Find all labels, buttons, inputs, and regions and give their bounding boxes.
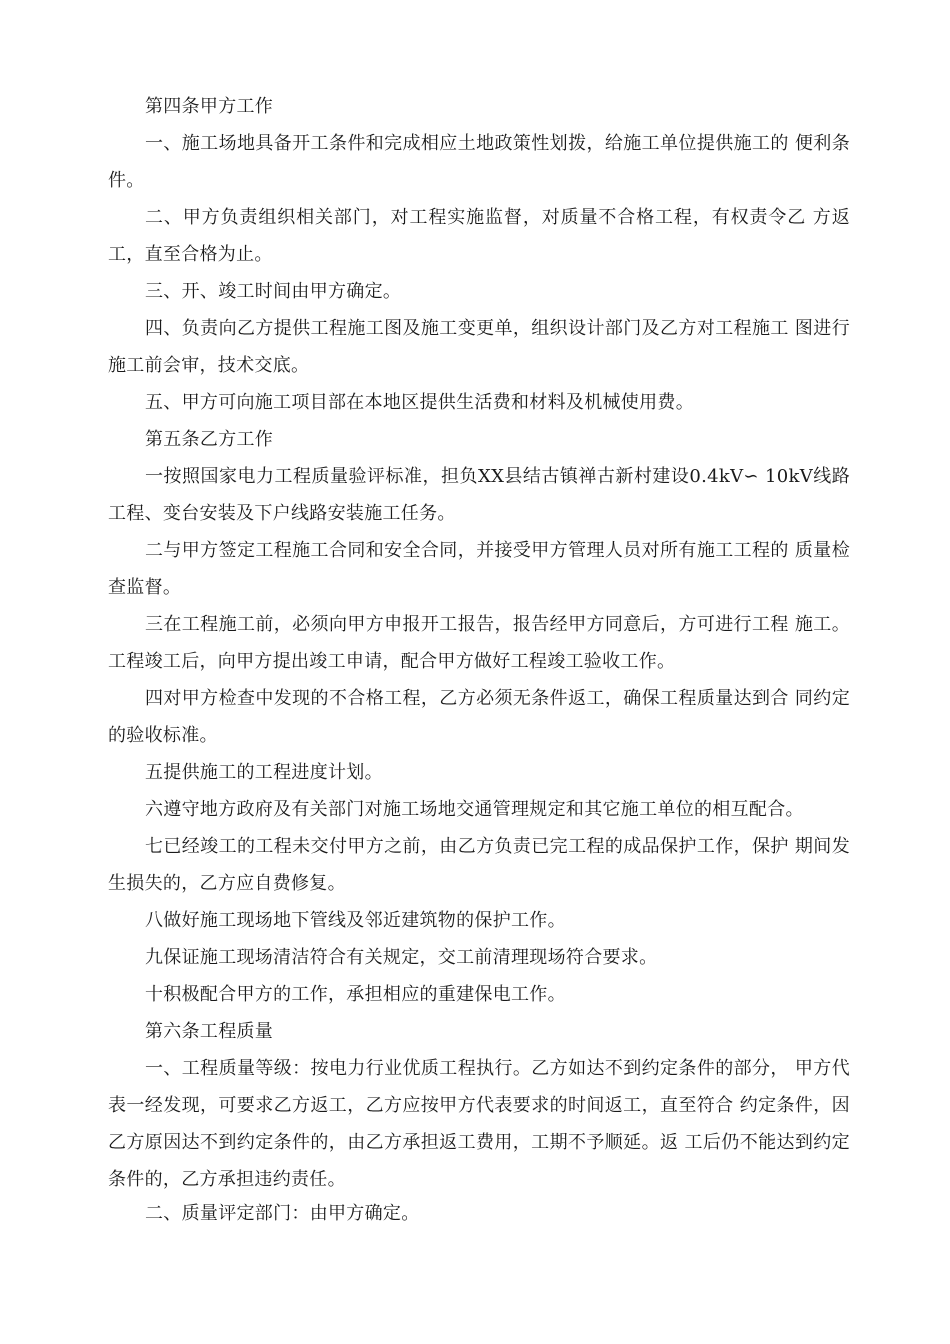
paragraph-5-1: 一按照国家电力工程质量验评标准，担负XX县结古镇禅古新村建设0.4kV∽ 10kV线路工程、变台安装及下户线路安装施工任务。 (108, 466, 850, 524)
paragraph-5-2: 二与甲方签定工程施工合同和安全合同，并接受甲方管理人员对所有施工工程的 质量检查监督。 (108, 540, 850, 598)
paragraph-5-7: 七已经竣工的工程未交付甲方之前，由乙方负责已完工程的成品保护工作，保护 期间发生损失的，乙方应自费修复。 (108, 836, 850, 894)
paragraph-5-8: 八做好施工现场地下管线及邻近建筑物的保护工作。 (145, 910, 566, 931)
paragraph-4-3: 三、开、竣工时间由甲方确定。 (145, 281, 402, 302)
paragraph-5-3: 三在工程施工前，必须向甲方申报开工报告，报告经甲方同意后，方可进行工程 施工。工程竣工后，向甲方提出竣工申请，配合甲方做好工程竣工验收工作。 (108, 614, 850, 672)
section-heading-article-5: 第五条乙方工作 (145, 429, 274, 450)
paragraph-6-1: 一、工程质量等级：按电力行业优质工程执行。乙方如达不到约定条件的部分， 甲方代表一经发现，可要求乙方返工，乙方应按甲方代表要求的时间返工，直至符合 约定条件，因乙方原因达不到约定条件的，由乙方承担返工费用，工期不予顺延。返 工后仍不能达到约定条件的，乙方承担违约责任。 (108, 1058, 850, 1190)
section-heading-article-6: 第六条工程质量 (145, 1021, 274, 1042)
paragraph-5-5: 五提供施工的工程进度计划。 (145, 762, 383, 783)
paragraph-4-4: 四、负责向乙方提供工程施工图及施工变更单，组织设计部门及乙方对工程施工 图进行施工前会审，技术交底。 (108, 318, 850, 376)
paragraph-4-2: 二、甲方负责组织相关部门，对工程实施监督，对质量不合格工程，有权责令乙 方返工，直至合格为止。 (108, 207, 850, 265)
section-heading-article-4: 第四条甲方工作 (145, 96, 274, 117)
paragraph-4-5: 五、甲方可向施工项目部在本地区提供生活费和材料及机械使用费。 (145, 392, 694, 413)
paragraph-5-4: 四对甲方检查中发现的不合格工程，乙方必须无条件返工，确保工程质量达到合 同约定的验收标准。 (108, 688, 850, 746)
paragraph-5-6: 六遵守地方政府及有关部门对施工场地交通管理规定和其它施工单位的相互配合。 (145, 799, 804, 820)
document-page (108, 88, 850, 1232)
paragraph-4-1: 一、施工场地具备开工条件和完成相应土地政策性划拨，给施工单位提供施工的 便利条件。 (108, 133, 850, 191)
paragraph-5-9: 九保证施工现场清洁符合有关规定，交工前清理现场符合要求。 (145, 947, 658, 968)
paragraph-5-10: 十积极配合甲方的工作，承担相应的重建保电工作。 (145, 984, 566, 1005)
paragraph-6-2: 二、质量评定部门：由甲方确定。 (145, 1203, 420, 1224)
